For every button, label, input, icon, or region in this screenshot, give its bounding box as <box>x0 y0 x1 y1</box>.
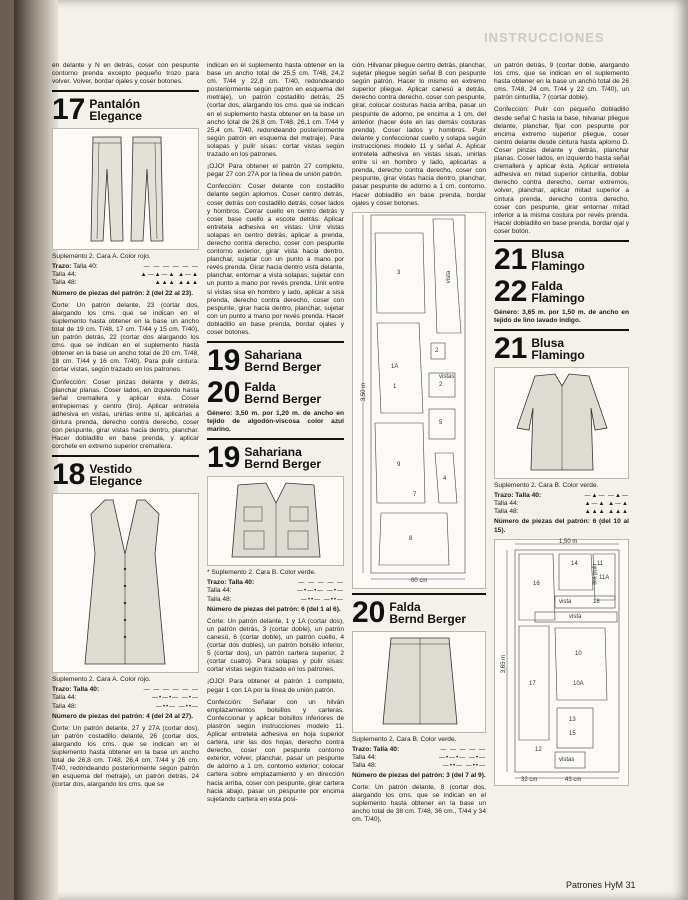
text-18-cont: indican en el suplemento hasta obtener en la base un ancho total de 25,5 cm. T/48, 24,2 cm. T/44 y 22,8 cm. T/40, redondeando posteriormente según patrón en esquema del metraje), un patrón costadillo detrás, 25 (cortar dos, alargando los cms. que se indican en el suplemento hasta obtener en la base un ancho total de 26,8 cm. T/48, 26,1 cm. T/44 y 25,4 cm. T/40, redondeando posteriormente según patrón en esquema del metraje). Para solapas y pulir sisas: cortar vistas según trazado en los patrones. <box>207 62 344 159</box>
model-19a-title: 19 Sahariana Bernd Berger <box>207 344 322 378</box>
sizes-19: Trazo: Talla 40: — — — — — Talla 44: —•—•— —•— Talla 48: —••— —••— <box>207 579 344 603</box>
ojo-19: ¡OJO! Para obtener el patrón 1 completo, pegar 1 con 1A por la línea de unión patrón. <box>207 678 344 694</box>
dress-illustration <box>52 493 199 673</box>
pieces-21: Número de piezas del patrón: 6 (del 10 al 15). <box>494 518 629 534</box>
model-17-title: 17 Pantalón Elegance <box>52 93 143 127</box>
supplement-19: * Suplemento 2. Cara B. Color verde. <box>207 569 316 577</box>
skirt-illustration <box>352 631 486 733</box>
blouse-illustration <box>494 367 629 479</box>
sizes-21: Trazo: Talla 40: —▲— —▲— Talla 44: ▲—▲ ▲—▲ Talla 48: ▲▲▲ ▲▲▲ <box>494 492 629 516</box>
model-19b-title: 19 Sahariana Bernd Berger <box>207 441 322 475</box>
model-21a-title: 21 Blusa Flamingo <box>494 242 585 276</box>
page-footer: Patrones HyM 31 <box>566 880 636 890</box>
jacket-illustration <box>207 476 344 566</box>
header-ghost-text: INSTRUCCIONES <box>484 30 605 45</box>
corte-17: Corte: Un patrón delante, 23 (cortar dos, alargando los cms. que se indican en el suplemento hasta obtener en la base un ancho total de 19 cm. T/48, 17 cm. T/44 y 15 cm. T/40), un patrón detrás, 22 (cortar dos alargando los cms. que se indican en el suplemento hasta obtener en la base un ancho total de 20 cm. T/48, 18 cm. T/44 y 16 cm. T/40). Para pulir cintura: cortar vistas, según trazado en los patrones. <box>52 301 199 374</box>
column-3 <box>352 62 486 829</box>
pieces-19: Número de piezas del patrón: 6 (del 1 al 6). <box>207 605 341 613</box>
pieces-20: Número de piezas del patrón: 3 (del 7 al 9). <box>352 771 486 779</box>
text-19-cont: ción. Hilvanar pliegue centro detrás, planchar, sujetar pliegue según señal B con pespunte según patrón. Hacer lo mismo en extremo superior pliegue. Aplicar canesú a detrás, derecho contra derecho, coser con pespunte, girar, colocar costuras hacia arriba, pasar un pespunte de adorno, pe encima a 1 cm. del anterior (hacer éste en las demás costuras prenda). Coser lados y hombros. Pulir delante y confeccionar cuello y solapa según instrucciones modelo 11 y señal A. Aplicar entretela adhesiva en vistas sisas, unirlas entre sí en hombro y lado, aplicarlas a prenda, derecho contra derecho, coser con pespunte, girar vistas hacia dentro, planchar, pasar pespunte de adorno a 1 cm. contorno. Hacer dobladillo en base prenda, bordar ojales y coser botones. <box>352 62 486 207</box>
model-18-title: 18 Vestido Elegance <box>52 458 143 492</box>
confeccion-18: Confección: Coser delante con costadillo delante según aplomos. Coser centro detrás, coser detrás con costadillo detrás, coser lados y hombros. Cerrar cuello en centro detrás y coser base cuello a escote detrás. Aplicar entretela adhesiva en vistas. Unir vistas solapas en centro detrás, aplicar a prenda, derecho contra derecho, coser con pespunte contorno exterior, girar vista hacia dentro, planchar, sujetar con un punto a mano por revés prenda. Girar hacia dentro vista delante, planchar, entornar a vista solapas, sujetar con un punto a mano por revés prenda. Unir entre sí vistas sisa en hombro y lado, aplicar a sisa prenda, derecho contra derecho, coser con pespunte, girar hacia dentro, planchar, sujetar con un punto a mano por revés prenda. Hacer dobladillo en base prenda, bordar ojales y coser botones. <box>207 183 344 336</box>
pants-illustration <box>52 128 199 250</box>
confeccion-19: Confección: Señalar con un hilván emplazamientos bolsillos y carteras. Confeccionar y aplicar bolsillos inferiores de plastrón según instrucciones modelo 11. Aplicar entretela adhesiva en hoja superior cartera, unir las dos hojas, derecho contra derecho, coser con pespunte contorno exterior, volver, planchar, pasar un pespunte de adorno a 1 cm. contorno exterior; colocar cartera sobre emplazamiento y en dirección hacia arriba, coser con pespunte, girar cartera hacia abajo, pasar un pespunte por encima sujetando cartera en esta posi- <box>207 698 344 803</box>
sizes-18: Trazo: Talla 40: — — — — — — Talla 44: —•—•— —•— Talla 48: —••— —••— <box>52 686 199 710</box>
supplement-18: Suplemento 2. Cara A. Color rojo. <box>52 676 151 684</box>
pieces-18: Número de piezas del patrón: 4 (del 24 al 27). <box>52 712 194 720</box>
supplement-21: Suplemento 2. Cara B. Color verde. <box>494 482 599 490</box>
sizes-20: Trazo: Talla 40: — — — — — Talla 44: —•—•— —•— Talla 48: —••— —••— <box>352 745 486 769</box>
layout-diagram-19-20: 3,50 m 60 cm 3 vista 1A vistas 1 2 2 9 5 4 8 7 <box>352 212 486 589</box>
column-1 <box>52 62 199 793</box>
corte-18: Corte: Un patrón delante, 27 y 27A (cortar dos), un patrón costadillo delante, 26 (cortar dos, alargando los cms. que se indican en el suplemento hasta obtener en la base un ancho total de 26,8 cm. T/48, 26,4 cm. T/44 y 26 cm. T/40, redondeando posteriormente según patrón en esquema del metraje), un patrón detrás, 24 (cortar dos, alargando los cms. que se <box>52 724 199 789</box>
intro-text: en delante y N en detrás, coser con pespunte contorno prenda excepto pequeño trozo para volver. Volver, bordar ojales y coser botones. <box>52 62 199 86</box>
column-2 <box>207 62 344 808</box>
corte-19: Corte: Un patrón delante, 1 y 1A (cortar dos), un patrón detrás, 3 (cortar doble), un patrón canesú, 6 (cortar doble), un patrón cuello, 4 (cortar dos dobles), un patrón bolsillo inferior, 5 (cortar dos), un patrón cartera superior, 2 (cortar cuatro). Para solapas y pulir sisas: cortar vistas según trazado en los patrones. <box>207 617 344 674</box>
diagram-height-label: 3,50 m <box>361 382 368 401</box>
supplement-17: Suplemento 2. Cara A. Color rojo. <box>52 253 151 261</box>
ojo-18: ¡OJO! Para obtener el patrón 27 completo, pegar 27 con 27A por la línea de unión patrón. <box>207 163 344 179</box>
magazine-page <box>14 0 688 900</box>
model-20b-title: 20 Falda Bernd Berger <box>352 595 467 629</box>
model-20a-title: 20 Falda Bernd Berger <box>207 376 322 410</box>
pieces-17: Número de piezas del patrón: 2 (del 22 al 23). <box>52 289 194 297</box>
confeccion-20: Confección: Pulir con pequeño dobladillo desde señal C hasta la base, hilvanar pliegue delante, planchar, fijar con pespunte por encima extremo superior pliegue, coser centro delante desde cintura hasta aplomo D. Coser pinzas delante y detrás, planchar planas. Coser lados, en izquierdo hasta señal cremallera y aplicar ésta. Aplicar entretela adhesiva en mitad superior cinturilla, doblar derecho contra derecho, cerrar extremos, volver, planchar, aplicar mitad superior a cintura prenda, derecho contra derecho, coser con pespunte, girar entornar mitad inferior a la misma costura por revés prenda. Hacer dobladillo en base prenda, bordar ojal y coser botón. <box>494 106 629 235</box>
text-20-cont: un patrón detrás, 9 (cortar doble, alargando los cms. que se indican en el suplemento hasta obtener en la base un ancho total de 26 cms. T/48, 24 cm. T/44 y 22 cm. T/40), un patrón cinturilla, 7 (cortar doble). <box>494 62 629 102</box>
model-21b-title: 21 Blusa Flamingo <box>494 332 585 366</box>
column-4 <box>494 62 629 789</box>
genero-21-22: Género: 3,65 m. por 1,50 m. de ancho en tejido de lino lavado índigo. <box>494 308 629 325</box>
supplement-20: Suplemento 2. Cara B. Color verde. <box>352 735 457 743</box>
model-22-title: 22 Falda Flamingo <box>494 274 585 308</box>
diagram-width-label: 60 cm <box>411 577 428 584</box>
corte-20: Corte: Un patrón delante, 8 (cortar dos, alargando los cms. que se indican en el suplemento hasta obtener en la base un ancho total de 38 cm. T/48, 36 cm., T/44 y 34 cm. T/40), <box>352 784 486 824</box>
confeccion-17: Confección: Coser pinzas delante y detrás, planchar planas. Coser lados, en izquierdo hasta señal cremallera y aplicar ésta. Coser entrepiernas y centro (tiro). Aplicar entretela adhesiva en vistas, unirlas entre sí, aplicarlas a cintura prenda, derecho contra derecho, coser con pespunte, girar vistas hacia dentro, planchar. Hacer dobladillo en base prenda, y aplicar corchete en extremo superior cremallera. <box>52 378 199 451</box>
layout-diagram-21: 1,50 m 3,65 m 32 cm 43 cm 16 14 tira pulir 11 11A vista 18 vista 17 10 10A 13 15 12 vistas <box>494 539 629 786</box>
sizes-17: Trazo: Talla 40: — — — — — — Talla 44: ▲—▲—▲ ▲—▲ Talla 48: ▲▲▲ ▲▲▲ <box>52 263 199 287</box>
genero-19-20: Género: 3,50 m. por 1,20 m. de ancho en tejido de algodón-viscosa color azul marino. <box>207 410 344 434</box>
